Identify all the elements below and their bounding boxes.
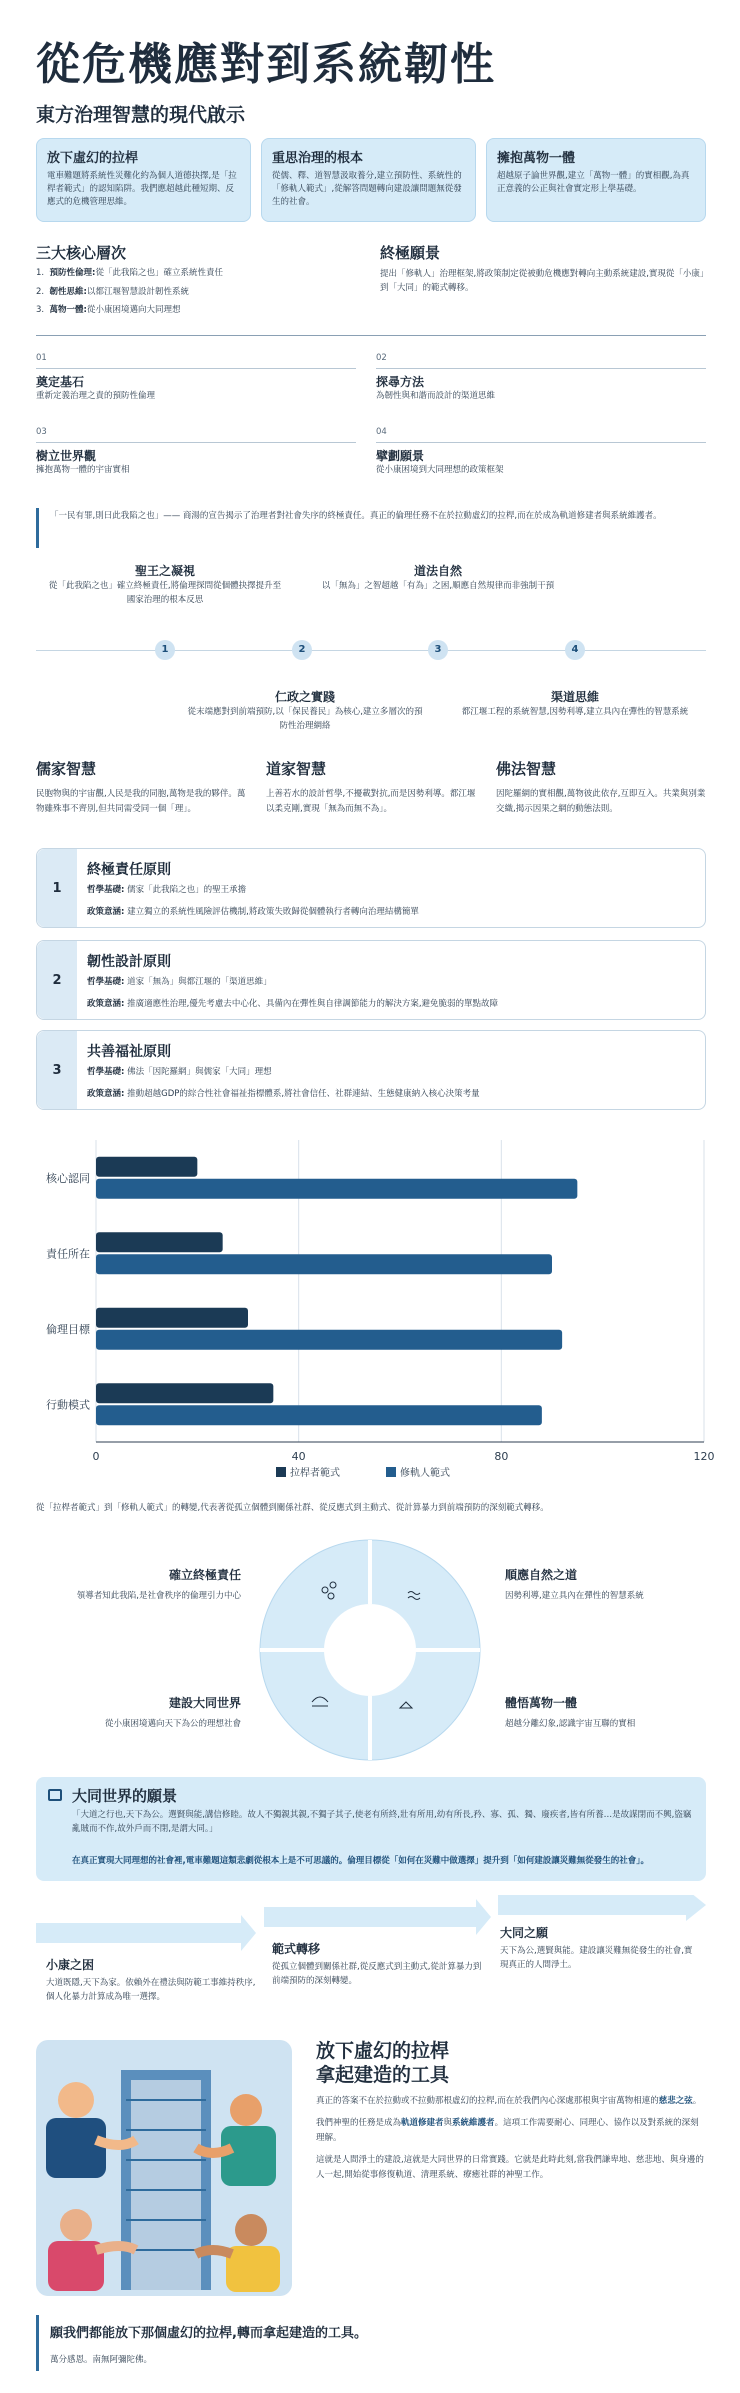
- basis-text: 儒家「此我陷之也」的聖王承擔: [127, 885, 247, 895]
- bar: [96, 1179, 577, 1199]
- grid-item-title: 擘劃願景: [376, 448, 425, 463]
- step-item: [272, 1940, 482, 1988]
- philosophy-text: 民胞物與的宇宙觀,人民是我的同胞,萬物是我的夥伴。萬物雖殊事不齊別,但共同需受同一個「理」。: [36, 789, 246, 814]
- timeline-axis: [36, 650, 706, 651]
- final-heading-line: 放下虛幻的拉桿: [316, 2040, 450, 2062]
- legend-swatch: [276, 1467, 286, 1477]
- intro-card: [36, 138, 251, 222]
- paradigm-bar-chart: [36, 1130, 716, 1490]
- item-label: 韌性思維:: [49, 286, 87, 297]
- intro-card-title: 擁抱萬物一體: [497, 151, 576, 166]
- timeline-node: 1: [155, 640, 175, 660]
- text-span: 真正的答案不在於拉動或不拉動那根虛幻的拉桿,而在於我們內心深處那根與宇宙萬物相連的: [316, 2096, 659, 2106]
- divider: [36, 335, 706, 336]
- final-paragraph: [316, 2094, 706, 2108]
- philosophy-column: [36, 758, 246, 817]
- quote-accent-bar: [36, 508, 39, 548]
- grid-item-title: 樹立世界觀: [36, 448, 97, 463]
- intro-card-title: 放下虛幻的拉桿: [47, 151, 139, 166]
- step-item: [500, 1924, 700, 1972]
- emphasis: 系統維護者: [452, 2118, 495, 2129]
- principle-basis: [87, 975, 272, 987]
- legend-swatch: [386, 1467, 396, 1477]
- item-number: 1.: [36, 268, 45, 278]
- philosophy-column: [496, 758, 706, 817]
- principle-policy: [87, 997, 498, 1009]
- speech-bubble-icon: [48, 1789, 62, 1801]
- page-subtitle: 東方治理智慧的現代啟示: [36, 104, 246, 126]
- text-span: 與: [443, 2118, 453, 2129]
- step-title: 小康之困: [46, 1958, 95, 1972]
- text-span: 我們神聖的任務是成為: [316, 2118, 402, 2129]
- timeline-node: 2: [292, 640, 312, 660]
- cycle-node-text: 領導者知此我陷,是社會秩序的倫理引力中心: [76, 1591, 241, 1601]
- grid-item-number: 02: [376, 353, 387, 363]
- basis-text: 佛法「因陀羅網」與儒家「大同」理想: [127, 1067, 272, 1077]
- cycle-node: [36, 1566, 241, 1601]
- item-text: 從「此我陷之也」確立系統性責任: [95, 268, 223, 278]
- cycle-node-text: 因勢利導,建立具內在彈性的智慧系統: [505, 1591, 644, 1601]
- principle-title: 共善福祉原則: [87, 1044, 171, 1060]
- legend-label: 修軌人範式: [400, 1468, 450, 1479]
- principle-number: 1: [37, 849, 77, 927]
- core-level-item: [36, 283, 366, 302]
- vision-text: 提出「修軌人」治理框架,將政策制定從被動危機應對轉向主動系統建設,實現從「小康」到「大同」的範式轉移。: [380, 269, 705, 293]
- step-title: 大同之願: [500, 1926, 549, 1940]
- grid-item-text: 重新定義治理之責的預防性倫理: [36, 390, 156, 401]
- grid-item-number: 03: [36, 427, 47, 437]
- principle-card: [36, 848, 706, 928]
- grid-item-title: 奠定基石: [36, 374, 85, 389]
- intro-card-text: 從儒、釋、道智慧汲取養分,建立預防性、系統性的「修軌人範式」,從解答問題轉向建設讓問題無從發生的社會。: [272, 171, 462, 208]
- item-text: 從小康困境邁向大同理想: [86, 305, 181, 316]
- final-paragraph: [316, 2116, 706, 2145]
- divider: [36, 368, 356, 369]
- cycle-node: [505, 1566, 715, 1601]
- principle-basis: [87, 1065, 272, 1077]
- step-arrow: [264, 1899, 491, 1935]
- step-title: 範式轉移: [272, 1942, 321, 1956]
- bar: [96, 1308, 248, 1328]
- intro-card-text: 電車難題將系統性災難化約為個人道德抉擇,是「拉桿者範式」的認知陷阱。我們應超越此種短期、反應式的危機管理思維。: [47, 171, 237, 208]
- bar: [96, 1254, 552, 1274]
- policy-text: 推動超越GDP的綜合性社會福祉指標體系,將社會信任、社群連結、生態健康納入核心決策考量: [127, 1089, 480, 1099]
- cycle-node-text: 超越分離幻象,認識宇宙互聯的實相: [505, 1719, 636, 1729]
- y-tick-label: 責任所在: [46, 1247, 90, 1261]
- timeline-text: 從末端應對到前端預防,以「保民養民」為核心,建立多層次的預防性治理網絡: [187, 707, 423, 731]
- bar: [96, 1157, 197, 1177]
- cycle-node-title: 建設大同世界: [168, 1696, 241, 1710]
- core-levels-list: [36, 264, 366, 320]
- intro-card-text: 超越原子論世界觀,建立「萬物一體」的實相觀,為真正意義的公正與社會實定形上學基礎。: [497, 171, 690, 195]
- principle-card: [36, 940, 706, 1020]
- policy-label: 政策意涵:: [87, 1089, 125, 1099]
- policy-label: 政策意涵:: [87, 907, 125, 917]
- divider: [36, 442, 356, 443]
- hands-building-illustration: [36, 2040, 292, 2296]
- final-heading: [316, 2040, 449, 2088]
- divider: [376, 368, 706, 369]
- basis-label: 哲學基礎:: [87, 885, 125, 895]
- principle-card: [36, 1030, 706, 1110]
- basis-label: 哲學基礎:: [87, 977, 125, 987]
- grid-item-text: 擁抱萬物一體的宇宙實相: [36, 464, 130, 475]
- cycle-diagram: [250, 1530, 490, 1770]
- cycle-node-text: 從小康困境邁向天下為公的理想社會: [104, 1719, 241, 1729]
- principle-title: 韌性設計原則: [87, 954, 171, 970]
- philosophy-title: 儒家智慧: [36, 760, 97, 778]
- step-arrow: [498, 1895, 706, 1921]
- item-label: 萬物一體:: [49, 305, 87, 316]
- bar: [96, 1405, 542, 1425]
- cycle-node-title: 順應自然之道: [505, 1568, 578, 1582]
- page-title: 從危機應對到系統韌性: [36, 39, 496, 90]
- emphasis: 軌道修建者: [401, 2118, 444, 2129]
- grid-item: [36, 426, 356, 477]
- bar: [96, 1232, 223, 1252]
- x-tick-label: 0: [92, 1450, 100, 1463]
- policy-text: 推廣適應性治理,優先考慮去中心化、具備內在彈性與自律調節能力的解決方案,避免脆弱的單點故障: [127, 999, 499, 1009]
- item-number: 2.: [36, 286, 45, 297]
- step-text: 從孤立個體到關係社群,從反應式到主動式,從計算暴力到前端預防的深刻轉變。: [272, 1962, 482, 1986]
- principle-title: 終極責任原則: [87, 862, 171, 878]
- vision-heading: 終極願景: [380, 244, 441, 262]
- principle-number: 2: [37, 941, 77, 1019]
- closing-accent-bar: [36, 2315, 39, 2371]
- item-label: 預防性倫理:: [49, 268, 96, 278]
- x-tick-label: 40: [291, 1450, 306, 1463]
- step-text: 大道既隱,天下為家。依賴外在禮法與防範工事維持秩序,個人化暴力計算成為唯一選擇。: [46, 1978, 256, 2002]
- principle-number: 3: [37, 1031, 77, 1109]
- timeline-text: 以「無為」之智超越「有為」之困,順應自然規律而非強制干預: [321, 581, 555, 591]
- timeline-text: 都江堰工程的系統智慧,因勢利導,建立具內在彈性的智慧系統: [461, 707, 689, 717]
- x-tick-label: 80: [494, 1450, 509, 1463]
- datong-title: 大同世界的願景: [72, 1787, 178, 1805]
- x-tick-label: 120: [693, 1450, 715, 1463]
- intro-card: [261, 138, 476, 222]
- closing-statement: 願我們都能放下那個虛幻的拉桿,轉而拿起建造的工具。: [50, 2326, 367, 2341]
- basis-label: 哲學基礎:: [87, 1067, 125, 1077]
- philosophy-title: 佛法智慧: [496, 760, 557, 778]
- final-heading-line: 拿起建造的工具: [316, 2063, 450, 2086]
- grid-item-number: 04: [376, 427, 387, 437]
- y-tick-label: 核心認同: [46, 1171, 90, 1185]
- grid-item: [376, 352, 706, 403]
- timeline-title: 聖王之凝視: [134, 564, 195, 578]
- timeline-title: 道法自然: [413, 564, 462, 578]
- timeline-node: 4: [565, 640, 585, 660]
- responsibility-quote: 「一民有罪,則曰此我陷之也」—— 商湯的宣告揭示了治理者對社會失序的終極責任。真正的倫理任務不在於拉動虛幻的拉桿,而在於成為軌道修建者與系統維護者。: [50, 511, 662, 521]
- bar: [96, 1383, 273, 1403]
- closing-blessing: 萬分感恩。南無阿彌陀佛。: [50, 2355, 153, 2365]
- basis-text: 道家「無為」與都江堰的「渠道思維」: [127, 977, 272, 987]
- y-tick-label: 倫理目標: [46, 1322, 90, 1336]
- philosophy-text: 因陀羅網的實相觀,萬物彼此依存,互即互入。共業與別業交織,揭示因果之網的動態法則。: [496, 789, 706, 814]
- philosophy-column: [266, 758, 476, 817]
- principle-policy: [87, 1087, 480, 1099]
- chart-caption: 從「拉桿者範式」到「修軌人範式」的轉變,代表著從孤立個體到關係社群、從反應式到主動式、從計算暴力到前端預防的深刻範式轉移。: [36, 1503, 549, 1513]
- item-text: 以都江堰智慧設計韌性系統: [86, 286, 189, 297]
- y-tick-label: 行動模式: [46, 1398, 90, 1412]
- core-level-item: [36, 264, 366, 283]
- cycle-node-title: 確立終極責任: [168, 1568, 241, 1582]
- step-arrow: [36, 1915, 256, 1951]
- final-paragraph: 這就是人間淨土的建設,這就是大同世界的日常實踐。它就是此時此刻,當我們謙卑地、慈悲地、與身邊的人一起,開始從事修復軌道、清理系統、療癒社群的神聖工作。: [316, 2155, 704, 2180]
- grid-item-number: 01: [36, 353, 47, 363]
- intro-card: [486, 138, 706, 222]
- datong-text: 在真正實現大同理想的社會裡,電車難題這類悲劇從根本上是不可思議的。倫理目標從「如何在災難中做選擇」提升到「如何建設讓災難無從發生的社會」。: [72, 1856, 649, 1866]
- philosophy-text: 上善若水的設計哲學,不擾載對抗,而是因勢利導。都江堰以柔克剛,實現「無為而無不為」。: [266, 789, 476, 814]
- divider: [376, 442, 706, 443]
- text-span: 。: [692, 2096, 702, 2106]
- legend-label: 拉桿者範式: [290, 1468, 340, 1479]
- timeline-title: 渠道思維: [550, 690, 599, 704]
- item-number: 3.: [36, 305, 45, 316]
- emphasis: 慈悲之弦: [658, 2096, 693, 2106]
- cycle-node-title: 體悟萬物一體: [505, 1696, 578, 1710]
- intro-card-title: 重思治理的根本: [272, 151, 364, 166]
- core-level-item: [36, 301, 366, 320]
- datong-vision-box: [36, 1777, 706, 1881]
- principle-basis: [87, 883, 246, 895]
- datong-quote: 「大道之行也,天下為公。選賢與能,講信修睦。故人不獨親其親,不獨子其子,使老有所終,壯有所用,幼有所長,矜、寡、孤、獨、廢疾者,皆有所養…是故謀閉而不興,盜竊亂賊而不作,故外戶而不閉,是謂大同。」: [72, 1810, 692, 1834]
- principle-policy: [87, 905, 419, 917]
- cycle-node: [36, 1694, 241, 1729]
- grid-item: [36, 352, 356, 403]
- grid-item-text: 從小康困境到大同理想的政策框架: [376, 464, 504, 475]
- timeline-text: 從「此我陷之也」確立終極責任,將倫理探問從個體抉擇提升至國家治理的根本反思: [48, 581, 282, 605]
- final-text: [316, 2094, 706, 2190]
- grid-item-text: 為韌性與和諧而設計的渠道思維: [376, 390, 496, 401]
- philosophy-title: 道家智慧: [266, 760, 327, 778]
- step-item: [46, 1956, 256, 2004]
- policy-text: 建立獨立的系統性風險評估機制,將政策失敗歸從個體執行者轉向治理結構簡單: [127, 907, 419, 917]
- step-text: 天下為公,選賢與能。建設讓災難無從發生的社會,實現真正的人間淨土。: [500, 1946, 693, 1970]
- timeline-node: 3: [428, 640, 448, 660]
- policy-label: 政策意涵:: [87, 999, 125, 1009]
- timeline-title: 仁政之實踐: [274, 690, 335, 704]
- core-levels-heading: 三大核心層次: [36, 244, 127, 262]
- grid-item-title: 探尋方法: [376, 374, 425, 389]
- grid-item: [376, 426, 706, 477]
- text-span: 。這項工作需要耐心、同理心、協作以及對系統的深刻理解。: [316, 2118, 699, 2143]
- cycle-center: [324, 1604, 416, 1696]
- cycle-node: [505, 1694, 715, 1729]
- bar: [96, 1330, 562, 1350]
